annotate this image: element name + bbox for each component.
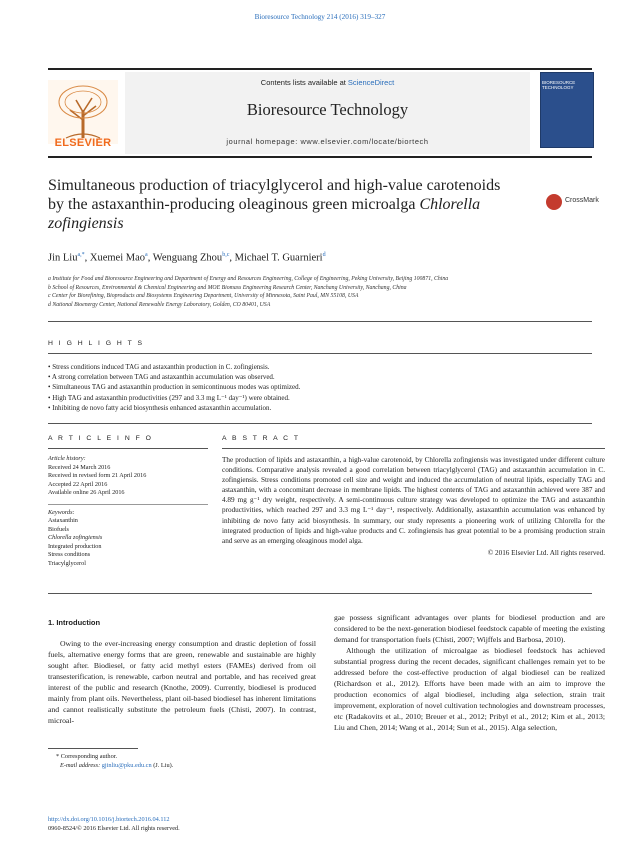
abstract-rule: [222, 448, 605, 449]
author-list: Jin Liu$^{a,*}$, Xuemei Mao$^a$, Wenguang Zhou$^{b,c}$, Michael T. Guarnieri$^d$: [48, 252, 326, 264]
author-affiliation-marker[interactable]: b,c: [222, 252, 230, 258]
journal-cover-title: BIORESOURCE TECHNOLOGY: [542, 80, 576, 90]
author-name: Michael T. Guarnieri: [234, 252, 323, 264]
contents-prefix: Contents lists available at: [260, 78, 348, 87]
highlight-item: • Simultaneous TAG and astaxanthin production in semicontinuous modes was optimized.: [48, 383, 301, 392]
crossmark-icon[interactable]: [546, 194, 562, 210]
crossmark-label[interactable]: CrossMark: [565, 197, 599, 204]
highlights-bottom-rule: [48, 423, 592, 424]
title-line-1: Simultaneous production of triacylglycerol and high-value carotenoids: [48, 177, 501, 194]
author-affiliation-marker[interactable]: a,*: [77, 252, 85, 258]
title-line-2-text: by the astaxanthin-producing oleaginous green microalga: [48, 196, 416, 213]
sciencedirect-link[interactable]: ScienceDirect: [347, 78, 395, 87]
author-affiliation-marker[interactable]: d: [322, 252, 326, 258]
author-email-link[interactable]: gjinliu@pku.edu.cn: [101, 762, 152, 769]
corresponding-author-label: * Corresponding author.: [56, 753, 118, 760]
affiliation-line: c Center for Biorefining, Bioproducts and Biosystems Engineering Department, University of Minnesota, Saint Paul, MN 55108, USA: [48, 293, 359, 300]
keyword-item: Astaxanthin: [48, 517, 78, 524]
journal-citation-link[interactable]: Bioresource Technology 214 (2016) 319–327: [254, 13, 386, 21]
intro-paragraph-1-continued: gae possess significant advantages over plants for biodiesel production and are considered to be the next-generation biodiesel feedstock capable of meeting the existing demand for transportation fuels (Chisti, 2007; Wijffels and Barbosa, 2010).: [334, 613, 605, 644]
journal-title: Bioresource Technology: [246, 100, 409, 119]
highlight-item: • A strong correlation between TAG and astaxanthin accumulation was observed.: [48, 373, 275, 382]
abstract-body: The production of lipids and astaxanthin, a high-value carotenoid, by Chlorella zofingiensis was investigated under different culture conditions. Comparative analysis revealed a good correlation between triacylglycerol (TAG) and astaxanthin accumulation in C. zofingiensis. Stress conditions promoted cell size and weight and induced the accumulation of neutral lipids, especially TAG and astaxanthin, with a concomitant decrease in membrane lipids. The highest contents of TAG and astaxanthin achieved were 387 and 4.89 mg g⁻¹ dry weight, respectively. A semi-continuous culture strategy was developed to optimize the TAG and astaxanthin productivities, which reached 297 and 3.3 mg L⁻¹ day⁻¹, respectively. Additionally, astaxanthin accumulation was enhanced by inhibiting de novo fatty acid biosynthesis. In summary, our study represents a pioneering work of utilizing Chlorella for the integrated production of lipids and high-value products and C. zofingiensis has great potential to be a promising production strain and serve as an emerging oleaginous model alga.: [222, 456, 605, 545]
affiliation-line: b School of Resources, Environmental & Chemical Engineering and MOE Biomass Engineering Research Center, Nanchang University, Nanchang, China: [48, 284, 407, 291]
info-divider: [48, 504, 208, 505]
highlights-heading: H I G H L I G H T S: [48, 340, 145, 347]
article-info-rule: [48, 448, 208, 449]
history-item: Available online 26 April 2016: [48, 489, 125, 496]
title-line-3: [48, 214, 528, 233]
paper-title: [48, 176, 528, 233]
author-name: Wenguang Zhou: [152, 252, 223, 264]
title-italic-genus: Chlorella: [419, 196, 481, 213]
highlight-item: • Stress conditions induced TAG and astaxanthin production in C. zofingiensis.: [48, 363, 270, 371]
corresponding-author-footnote: [48, 752, 316, 770]
masthead-bottom-rule: [48, 156, 592, 158]
journal-homepage[interactable]: journal homepage: www.elsevier.com/locate/biortech: [226, 137, 429, 146]
keyword-item: Chlorella zofingiensis: [48, 534, 103, 541]
abstract-heading: A B S T R A C T: [222, 435, 300, 442]
article-info: [48, 455, 208, 568]
title-line-2: [48, 195, 528, 214]
highlight-item: • High TAG and astaxanthin productivities (297 and 3.3 mg L⁻¹ day⁻¹) were obtained.: [48, 393, 290, 402]
front-matter-bottom-rule: [48, 593, 592, 594]
history-item: Received in revised form 21 April 2016: [48, 472, 147, 479]
email-line: [48, 761, 316, 770]
author-name: Xuemei Mao: [89, 252, 146, 264]
affiliations: [48, 275, 592, 310]
author-affiliation-marker[interactable]: a: [145, 252, 148, 258]
abstract-copyright: © 2016 Elsevier Ltd. All rights reserved.: [487, 548, 605, 557]
email-label: E-mail address:: [60, 762, 102, 769]
author-name: Jin Liu: [48, 252, 78, 264]
highlights-top-rule: [48, 321, 592, 322]
highlights-list: [48, 362, 592, 413]
masthead-top-rule: [48, 68, 592, 70]
highlights-heading-rule: [48, 353, 592, 354]
email-suffix: (J. Liu).: [151, 762, 174, 769]
intro-paragraph-1: Owing to the ever-increasing energy consumption and drastic depletion of fossil fuels, alternative energy forms that are green, renewable and sustainable are highly sought after. Biodiesel, or fatty acid methyl esters (FAMEs) derived from oil transesterification, is renewable, carbon neutral and portable, and has received great interest of the public and research (Knothe, 2009). Currently, biodiesel is produced mainly from plant oils. Nevertheless, plant oil-based biodiesel has inherent limitations and cannot realistically substitute the petroleum fuels (Chisti, 2007). In contrast, microal-: [48, 639, 316, 725]
highlight-item: • Inhibiting de novo fatty acid biosynthesis enhanced astaxanthin accumulation.: [48, 403, 272, 412]
keyword-item: Biofuels: [48, 525, 69, 533]
affiliation-line: d National Bioenergy Center, National Renewable Energy Laboratory, Golden, CO 80401, USA: [48, 302, 271, 309]
intro-column-left: [48, 617, 316, 726]
keyword-item: Stress conditions: [48, 551, 91, 558]
keyword-item: Triacylglycerol: [48, 559, 86, 567]
publisher-wordmark: ELSEVIER: [54, 137, 112, 149]
history-item: Received 24 March 2016: [48, 463, 111, 471]
article-history-label: Article history:: [48, 455, 86, 462]
keyword-item: Integrated production: [48, 542, 102, 550]
intro-column-right: [334, 612, 605, 733]
issn-copyright: 0960-8524/© 2016 Elsevier Ltd. All rights reserved.: [48, 825, 180, 832]
article-meta: [48, 815, 316, 833]
title-italic-species: zofingiensis: [48, 215, 124, 232]
keywords-label: Keywords:: [48, 508, 75, 516]
contents-available-line: [125, 78, 530, 87]
affiliation-line: a Institute for Food and Bioresource Engineering and Department of Energy and Resources Engineering, College of Engineering, Peking University, Beijing 100871, China: [48, 276, 449, 282]
intro-paragraph-2: Although the utilization of microalgae as biodiesel feedstock has achieved substantial progress during the recent decades, significant challenges remain yet to be addressed before the cost-effective production of algal biodiesel can be realized (Richardson et al., 2012). Efforts have been made with an aim to improve the production economics of algal biodiesel, including alga selection, strain trait improvement, exploration of novel cultivation technologies and downstream processes, etc (Radakovits et al., 2010; Breuer et al., 2012; Pribyl et al., 2012; Kim et al., 2013; Liu and Chen, 2014; Wang et al., 2014; Sun et al., 2015). Alga selection,: [334, 646, 605, 732]
doi-link[interactable]: http://dx.doi.org/10.1016/j.biortech.2016.04.112: [48, 816, 170, 823]
abstract: [222, 455, 605, 558]
history-item: Accepted 22 April 2016: [48, 480, 108, 488]
footnote-rule: [48, 748, 138, 749]
article-info-heading: A R T I C L E I N F O: [48, 435, 153, 442]
introduction-heading: 1. Introduction: [48, 618, 101, 627]
